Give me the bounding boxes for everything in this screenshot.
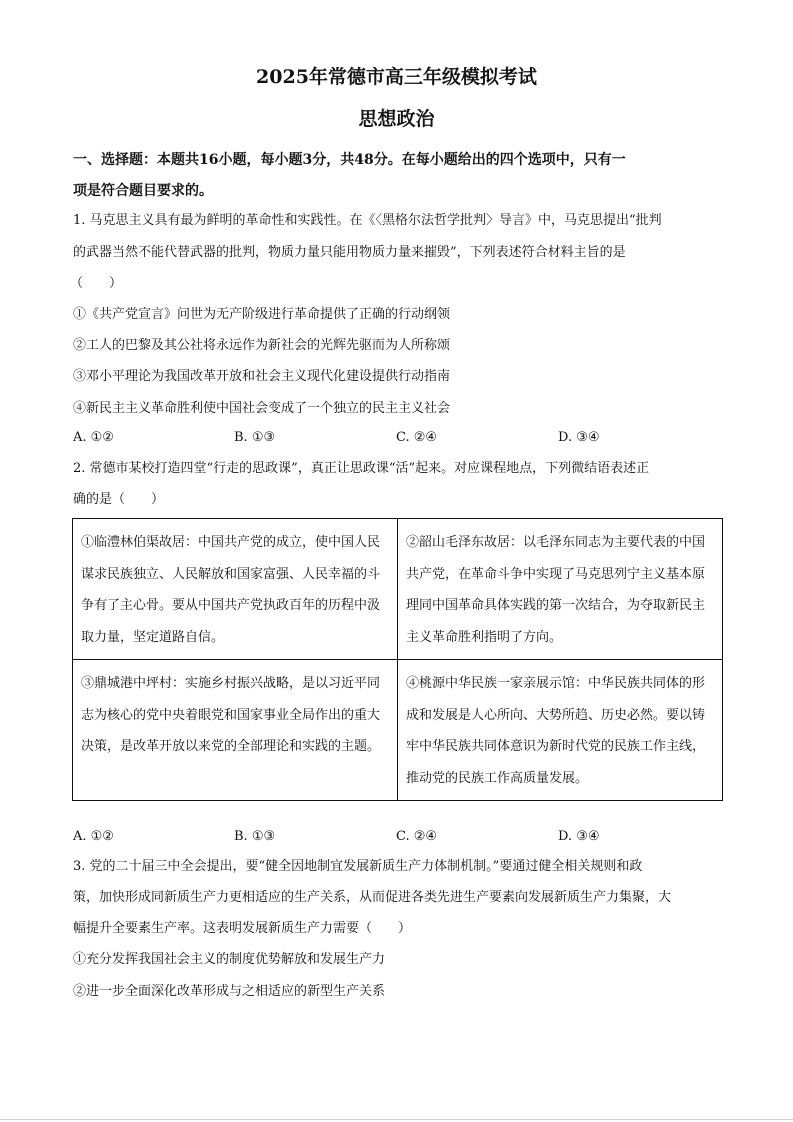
q2-cell-2: ②韶山毛泽东故居：以毛泽东同志为主要代表的中国共产党，在革命斗争中实现了马克思列宁主义基本原理同中国革命具体实践的第一次结合，为夺取新民主主义革命胜利指明了方向。: [398, 519, 723, 660]
q3-item-1: ①充分发挥我国社会主义的制度优势解放和发展生产力: [73, 952, 386, 967]
q2-option-c[interactable]: C. ②④: [396, 829, 438, 844]
q2-option-a[interactable]: A. ①②: [73, 829, 114, 844]
q3-item-2: ②进一步全面深化改革形成与之相适应的新型生产关系: [73, 984, 386, 999]
page-bottom-rule: [0, 1119, 793, 1120]
q2-option-b[interactable]: B. ①③: [234, 829, 276, 844]
exam-title: 2025年常德市高三年级模拟考试: [256, 66, 537, 88]
section-heading-line-2: 项是符合题目要求的。: [73, 183, 213, 199]
q2-cell-1: ①临澧林伯渠故居：中国共产党的成立，使中国人民谋求民族独立、人民解放和国家富强、人民幸福的斗争有了主心骨。要从中国共产党执政百年的历程中汲取力量，坚定道路自信。: [73, 519, 398, 660]
q2-cell-3: ③鼎城港中坪村：实施乡村振兴战略，是以习近平同志为核心的党中央着眼党和国家事业全局作出的重大决策，是改革开放以来党的全部理论和实践的主题。: [73, 660, 398, 801]
q1-stem-line-1: 1. 马克思主义具有最为鲜明的革命性和实践性。在《〈黑格尔法哲学批判〉导言》中，马克思提出“批判: [73, 213, 662, 228]
q1-option-d[interactable]: D. ③④: [558, 430, 600, 445]
q3-stem-line-1: 3. 党的二十届三中全会提出，要“健全因地制宜发展新质生产力体制机制。”要通过健全相关规则和政: [73, 859, 643, 874]
q2-cell-4: ④桃源中华民族一家亲展示馆：中华民族共同体的形成和发展是人心所向、大势所趋、历史必然。要以铸牢中华民族共同体意识为新时代党的民族工作主线，推动党的民族工作高质量发展。: [398, 660, 723, 801]
section-heading-line-1: 一、选择题：本题共16小题，每小题3分，共48分。在每小题给出的四个选项中，只有一: [73, 152, 626, 168]
q1-item-1: ①《共产党宣言》问世为无产阶级进行革命提供了正确的行动纲领: [73, 307, 451, 322]
q3-stem-line-2: 策，加快形成同新质生产力更相适应的生产关系，从而促进各类先进生产要素向发展新质生产力集聚，大: [73, 890, 672, 905]
q2-option-d[interactable]: D. ③④: [558, 829, 600, 844]
q1-item-4: ④新民主主义革命胜利使中国社会变成了一个独立的民主主义社会: [73, 401, 451, 416]
q3-stem-line-3: 幅提升全要素生产率。这表明发展新质生产力需要（ ）: [73, 921, 412, 936]
q2-course-table: [72, 518, 723, 801]
q1-item-2: ②工人的巴黎及其公社将永远作为新社会的光辉先驱而为人所称颂: [73, 338, 451, 353]
q2-stem-line-1: 2. 常德市某校打造四堂“行走的思政课”，真正让思政课“活”起来。对应课程地点，下列微结语表述正: [73, 461, 650, 476]
q1-option-a[interactable]: A. ①②: [73, 430, 114, 445]
q1-option-b[interactable]: B. ①③: [234, 430, 276, 445]
q1-answer-blank: （ ）: [70, 276, 123, 291]
q1-stem-line-2: 的武器当然不能代替武器的批判，物质力量只能用物质力量来摧毁”，下列表述符合材料主旨的是: [73, 245, 626, 260]
q1-option-c[interactable]: C. ②④: [396, 430, 438, 445]
subject-title: 思想政治: [358, 108, 435, 130]
q2-stem-line-2: 确的是（ ）: [73, 492, 165, 507]
q1-item-3: ③邓小平理论为我国改革开放和社会主义现代化建设提供行动指南: [73, 369, 451, 384]
